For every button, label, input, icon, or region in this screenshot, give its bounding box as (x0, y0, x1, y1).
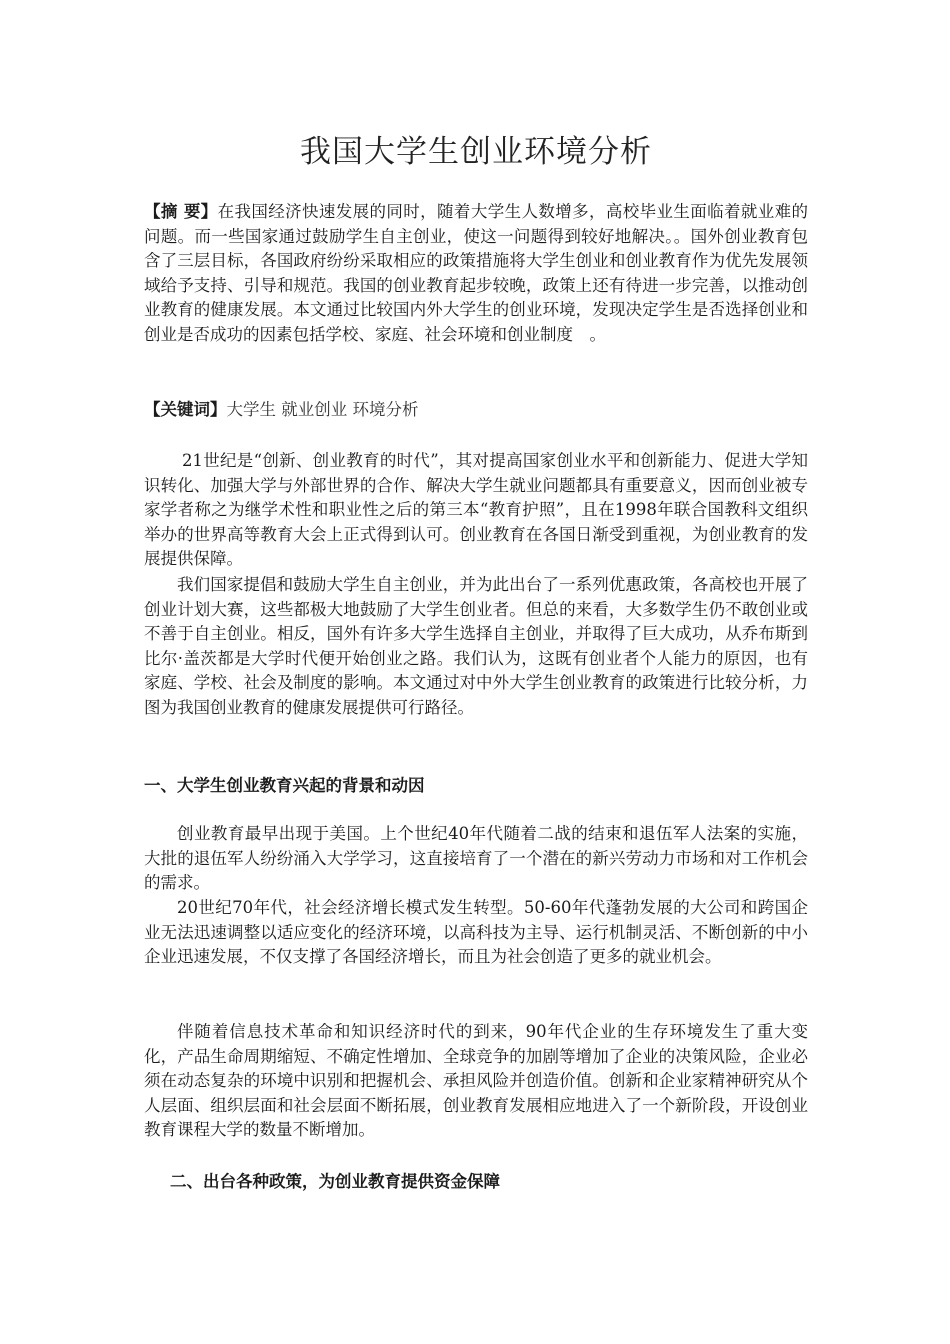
document-title: 我国大学生创业环境分析 (300, 134, 652, 170)
body-paragraph-5: 伴随着信息技术革命和知识经济时代的到来，90年代企业的生存环境发生了重大变化，产品生命周期缩短、不确定性增加、全球竞争的加剧等增加了企业的决策风险，企业必须在动态复杂的环境中识别和把握机会、承担风险并创造价值。创新和企业家精神研究从个人层面、组织层面和社会层面不断拓展，创业教育发展相应地进入了一个新阶段，开设创业教育课程大学的数量不断增加。 (144, 1022, 808, 1140)
abstract-label: 【摘 要】 (144, 202, 218, 221)
section-heading-2: 二、出台各种政策，为创业教育提供资金保障 (170, 1172, 500, 1191)
body-paragraph-2: 我们国家提倡和鼓励大学生自主创业，并为此出台了一系列优惠政策，各高校也开展了创业计划大赛，这些都极大地鼓励了大学生创业者。但总的来看，大多数学生仍不敢创业或不善于自主创业。相反，国外有许多大学生选择自主创业，并取得了巨大成功，从乔布斯到比尔·盖茨都是大学时代便开始创业之路。我们认为，这既有创业者个人能力的原因，也有家庭、学校、社会及制度的影响。本文通过对中外大学生创业教育的政策进行比较分析，力图为我国创业教育的健康发展提供可行路径。 (144, 575, 808, 717)
body-paragraph-4: 20世纪70年代，社会经济增长模式发生转型。50-60年代蓬勃发展的大公司和跨国企业无法迅速调整以适应变化的经济环境，以高科技为主导、运行机制灵活、不断创新的中小企业迅速发展，不仅支撑了各国经济增长，而且为社会创造了更多的就业机会。 (144, 898, 808, 967)
body-paragraph-1: 21世纪是“创新、创业教育的时代”，其对提高国家创业水平和创新能力、促进大学知识转化、加强大学与外部世界的合作、解决大学生就业问题都具有重要意义，因而创业被专家学者称之为继学术性和职业性之后的第三本“教育护照”，且在1998年联合国教科文组织举办的世界高等教育大会上正式得到认可。创业教育在各国日渐受到重视，为创业教育的发展提供保障。 (144, 451, 808, 569)
keywords-text: 大学生 就业创业 环境分析 (226, 400, 419, 419)
section-heading-1: 一、大学生创业教育兴起的背景和动因 (144, 776, 425, 795)
body-paragraph-3: 创业教育最早出现于美国。上个世纪40年代随着二战的结束和退伍军人法案的实施，大批的退伍军人纷纷涌入大学学习，这直接培育了一个潜在的新兴劳动力市场和对工作机会的需求。 (144, 824, 808, 893)
keywords-label: 【关键词】 (144, 400, 227, 419)
abstract-section (144, 200, 808, 348)
keywords-section (144, 398, 808, 423)
abstract-text: 在我国经济快速发展的同时，随着大学生人数增多，高校毕业生面临着就业难的问题。而一些国家通过鼓励学生自主创业，使这一问题得到较好地解决。。国外创业教育包含了三层目标，各国政府纷纷采取相应的政策措施将大学生创业和创业教育作为优先发展领域给予支持、引导和规范。我国的创业教育起步较晚，政策上还有待进一步完善，以推动创业教育的健康发展。本文通过比较国内外大学生的创业环境，发现决定学生是否选择创业和创业是否成功的因素包括学校、家庭、社会环境和创业制度 。 (144, 202, 808, 344)
